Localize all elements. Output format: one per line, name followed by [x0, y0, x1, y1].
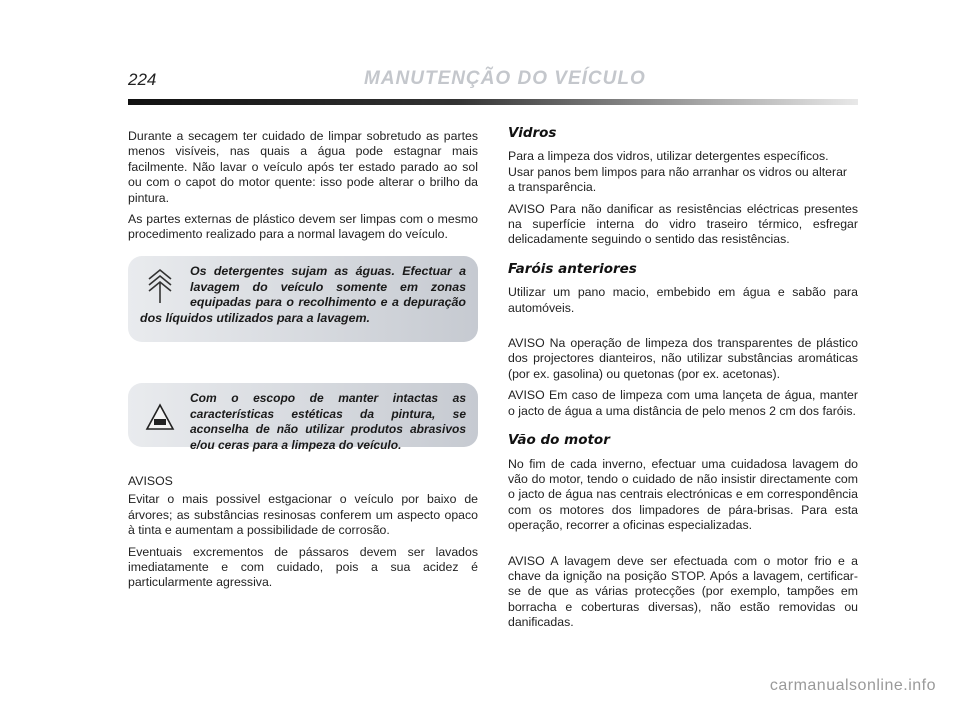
farois-paragraph-1: Utilizar um pano macio, embebido em água e sabão para automóveis. — [508, 285, 858, 315]
page-number: 224 — [128, 70, 157, 89]
vidros-heading: Vidros — [508, 125, 557, 141]
farois-heading: Faróis anteriores — [508, 260, 637, 277]
vidros-line-a: Para a limpeza dos vidros, utilizar detergentes específicos. — [508, 149, 829, 164]
vidros-paragraph-1 — [508, 149, 858, 195]
vao-paragraph-1: No fim de cada inverno, efectuar uma cuidadosa lavagem do vão do motor, tendo o cuidado de não insistir directamente com o jacto de água nas centrais electrónicas e em correspondência com os motores dos limpadores de pára-brisas. Para esta operação, recorrer a oficinas especializadas. — [508, 456, 858, 533]
vidros-line-c: a transparência. — [508, 180, 597, 195]
avisos-paragraph-1: Evitar o mais possivel estgacionar o veículo por baixo de árvores; as substâncias resinosas conferem um aspecto opaco à tinta e aumentam a possibilidade de corrosão. — [128, 492, 478, 538]
watermark: carmanualsonline.info — [769, 677, 936, 694]
avisos-label: AVISOS — [128, 474, 173, 488]
warning-note — [128, 383, 478, 452]
environment-note-text: Os detergentes sujam as águas. Efectuar a lavagem do veículo somente em zonas equipadas para o recolhimento e a depuração dos líquidos utilizados para a lavagem. — [140, 264, 466, 325]
header-rule — [128, 99, 858, 105]
vidros-paragraph-2: AVISO Para não danificar as resistências eléctricas presentes na superfície interna do vidro traseiro térmico, esfregar delicadamente seguindo o sentido das resistências. — [508, 201, 858, 247]
left-column — [128, 129, 478, 249]
avisos-section — [128, 474, 478, 597]
vidros-line-b: Usar panos bem limpos para não arranhar os vidros ou alterar — [508, 164, 848, 179]
warning-triangle-icon — [142, 397, 178, 437]
intro-paragraph-1: Durante a secagem ter cuidado de limpar sobretudo as partes menos visíveis, nas quais a água pode estagnar mais facilmente. Não lavar o veículo após ter estado parado ao sol ou com o capot do motor quente: isso pode alterar o brilho da pintura. — [128, 129, 478, 205]
page-title: MANUTENÇÃO DO VEÍCULO — [364, 68, 646, 89]
warning-note-text: Com o escopo de manter intactas as características estéticas da pintura, se aconselha de não utilizar produtos abrasivos e/ou ceras para a limpeza do veículo. — [190, 391, 466, 452]
environment-chevrons-icon — [142, 266, 178, 306]
intro-paragraph-2: As partes externas de plástico devem ser limpas com o mesmo procedimento realizado para a normal lavagem do veículo. — [128, 212, 478, 242]
right-column — [508, 126, 858, 637]
vao-heading: Vão do motor — [508, 432, 610, 449]
environment-note — [128, 256, 478, 342]
vao-paragraph-2: AVISO A lavagem deve ser efectuada com o motor frio e a chave da ignição na posição STOP. Após a lavagem, certificar-se de que as várias protecções (por exemplo, tampões em borracha e coberturas diversas), não estão removidas ou danificadas. — [508, 553, 858, 630]
avisos-paragraph-2: Eventuais excrementos de pássaros devem ser lavados imediatamente e com cuidado, pois a sua acidez é particularmente agressiva. — [128, 544, 478, 590]
farois-paragraph-3: AVISO Em caso de limpeza com uma lançeta de água, manter o jacto de água a uma distância de pelo menos 2 cm dos faróis. — [508, 388, 858, 418]
farois-paragraph-2: AVISO Na operação de limpeza dos transparentes de plástico dos projectores dianteiros, não utilizar substâncias aromáticas (por ex. gasolina) ou quetonas (por ex. acetonas). — [508, 336, 858, 381]
